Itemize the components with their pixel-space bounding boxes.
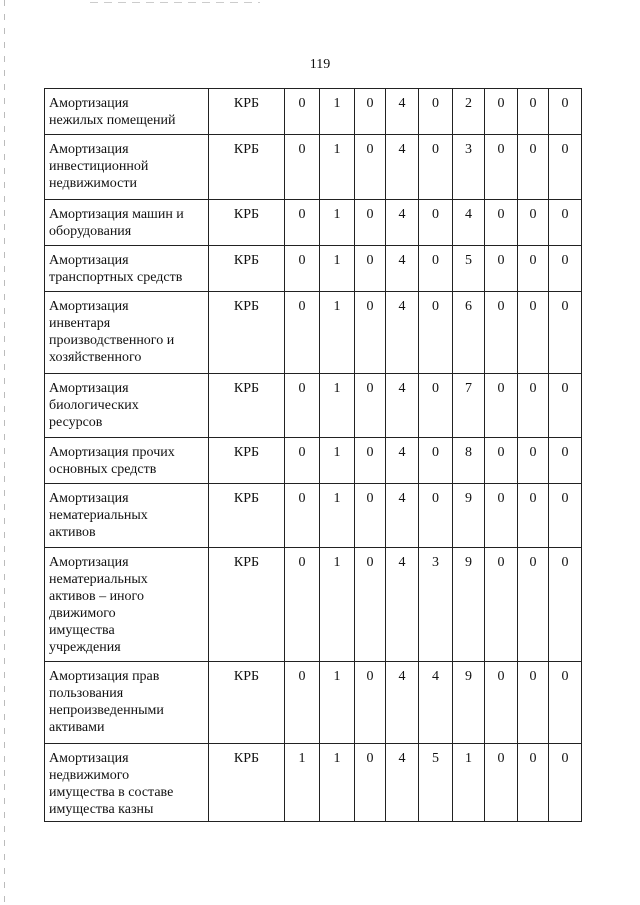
code-digit-cell: 0 [285, 292, 320, 374]
table-row [45, 374, 582, 438]
account-name-line: нематериальных [49, 508, 148, 523]
code-digit-cell: 1 [285, 744, 320, 822]
code-digit-cell: 0 [518, 744, 549, 822]
account-name-line: ресурсов [49, 415, 103, 430]
code-digit-cell: 4 [419, 662, 453, 744]
account-name-line: Амортизация [49, 381, 129, 396]
account-name-line: транспортных средств [49, 270, 183, 285]
code-digit-cell: 0 [518, 200, 549, 246]
source-code-cell: КРБ [209, 438, 285, 484]
account-name-line: Амортизация прочих [49, 445, 175, 460]
code-digit-cell: 1 [320, 484, 355, 548]
code-digit-cell: 4 [386, 200, 419, 246]
code-digit-cell: 1 [320, 246, 355, 292]
account-name-line: активов – иного [49, 589, 144, 604]
code-digit-cell: 0 [419, 438, 453, 484]
code-digit-cell: 0 [518, 484, 549, 548]
code-digit-cell: 4 [386, 246, 419, 292]
code-digit-cell: 0 [355, 548, 386, 662]
account-name-line: оборудования [49, 224, 132, 239]
code-digit-cell: 1 [320, 374, 355, 438]
code-digit-cell: 0 [419, 89, 453, 135]
code-digit-cell: 0 [485, 200, 518, 246]
account-name-line: пользования [49, 686, 124, 701]
code-digit-cell: 1 [320, 135, 355, 200]
account-name-cell [45, 744, 209, 822]
code-digit-cell: 0 [355, 438, 386, 484]
code-digit-cell: 0 [485, 438, 518, 484]
code-digit-cell: 0 [485, 744, 518, 822]
account-name-cell [45, 484, 209, 548]
source-code-cell: КРБ [209, 548, 285, 662]
account-name-line: имущества в составе [49, 785, 174, 800]
scan-edge-line [4, 0, 5, 905]
code-digit-cell: 0 [485, 662, 518, 744]
code-digit-cell: 6 [453, 292, 485, 374]
code-digit-cell: 0 [285, 246, 320, 292]
account-name-cell [45, 200, 209, 246]
code-digit-cell: 0 [419, 135, 453, 200]
code-digit-cell: 0 [485, 374, 518, 438]
account-name-line: имущества казны [49, 802, 154, 817]
code-digit-cell: 1 [320, 292, 355, 374]
code-digit-cell: 0 [518, 374, 549, 438]
code-digit-cell: 4 [386, 438, 419, 484]
code-digit-cell: 0 [549, 135, 582, 200]
code-digit-cell: 0 [485, 292, 518, 374]
code-digit-cell: 5 [419, 744, 453, 822]
table-row [45, 548, 582, 662]
code-digit-cell: 0 [285, 662, 320, 744]
source-code-cell: КРБ [209, 200, 285, 246]
table-row [45, 662, 582, 744]
source-code-cell: КРБ [209, 292, 285, 374]
table-body [45, 89, 582, 822]
code-digit-cell: 4 [386, 374, 419, 438]
code-digit-cell: 0 [419, 292, 453, 374]
code-digit-cell: 9 [453, 548, 485, 662]
code-digit-cell: 0 [355, 200, 386, 246]
account-name-line: Амортизация [49, 555, 129, 570]
page-number: 119 [309, 57, 331, 72]
account-name-line: активов [49, 525, 96, 540]
source-code-cell: КРБ [209, 89, 285, 135]
account-name-line: недвижимости [49, 176, 137, 191]
table-row [45, 744, 582, 822]
code-digit-cell: 0 [549, 374, 582, 438]
code-digit-cell: 1 [320, 744, 355, 822]
code-digit-cell: 0 [485, 135, 518, 200]
code-digit-cell: 4 [386, 744, 419, 822]
source-code-cell: КРБ [209, 135, 285, 200]
account-name-line: хозяйственного [49, 350, 142, 365]
code-digit-cell: 0 [419, 246, 453, 292]
table-row [45, 484, 582, 548]
code-digit-cell: 4 [386, 548, 419, 662]
account-name-line: недвижимого [49, 768, 130, 783]
account-name-line: основных средств [49, 462, 157, 477]
code-digit-cell: 0 [285, 200, 320, 246]
code-digit-cell: 0 [518, 662, 549, 744]
code-digit-cell: 1 [320, 548, 355, 662]
code-digit-cell: 0 [285, 548, 320, 662]
code-digit-cell: 0 [549, 89, 582, 135]
account-name-cell [45, 135, 209, 200]
code-digit-cell: 0 [485, 484, 518, 548]
code-digit-cell: 1 [320, 200, 355, 246]
code-digit-cell: 0 [419, 200, 453, 246]
code-digit-cell: 0 [518, 548, 549, 662]
account-name-line: активами [49, 720, 105, 735]
account-name-line: Амортизация [49, 253, 129, 268]
code-digit-cell: 0 [355, 744, 386, 822]
code-digit-cell: 1 [320, 662, 355, 744]
account-name-line: Амортизация [49, 96, 129, 111]
code-digit-cell: 4 [386, 292, 419, 374]
code-digit-cell: 9 [453, 484, 485, 548]
code-digit-cell: 0 [485, 548, 518, 662]
account-name-line: Амортизация прав [49, 669, 160, 684]
code-digit-cell: 0 [549, 246, 582, 292]
source-code-cell: КРБ [209, 744, 285, 822]
code-digit-cell: 0 [549, 438, 582, 484]
code-digit-cell: 0 [549, 744, 582, 822]
code-digit-cell: 0 [419, 484, 453, 548]
source-code-cell: КРБ [209, 662, 285, 744]
code-digit-cell: 4 [386, 89, 419, 135]
code-digit-cell: 4 [453, 200, 485, 246]
code-digit-cell: 3 [419, 548, 453, 662]
code-digit-cell: 1 [320, 89, 355, 135]
code-digit-cell: 0 [518, 246, 549, 292]
account-name-line: Амортизация [49, 491, 129, 506]
source-code-cell: КРБ [209, 246, 285, 292]
code-digit-cell: 0 [549, 200, 582, 246]
code-digit-cell: 0 [355, 662, 386, 744]
code-digit-cell: 1 [320, 438, 355, 484]
code-digit-cell: 0 [485, 246, 518, 292]
code-digit-cell: 0 [355, 135, 386, 200]
account-name-cell [45, 374, 209, 438]
table-row [45, 200, 582, 246]
account-name-line: Амортизация [49, 142, 129, 157]
code-digit-cell: 0 [485, 89, 518, 135]
code-digit-cell: 1 [453, 744, 485, 822]
source-code-cell: КРБ [209, 374, 285, 438]
table-row [45, 438, 582, 484]
code-digit-cell: 4 [386, 662, 419, 744]
code-digit-cell: 0 [285, 438, 320, 484]
account-name-cell [45, 89, 209, 135]
table-row [45, 135, 582, 200]
account-name-line: движимого [49, 606, 116, 621]
code-digit-cell: 0 [355, 374, 386, 438]
account-name-cell [45, 292, 209, 374]
account-name-line: Амортизация [49, 751, 129, 766]
code-digit-cell: 0 [518, 135, 549, 200]
code-digit-cell: 7 [453, 374, 485, 438]
code-digit-cell: 0 [285, 135, 320, 200]
code-digit-cell: 0 [285, 89, 320, 135]
scan-top-line [90, 2, 260, 3]
account-name-line: учреждения [49, 640, 121, 655]
account-name-line: Амортизация машин и [49, 207, 184, 222]
code-digit-cell: 0 [549, 292, 582, 374]
code-digit-cell: 0 [355, 484, 386, 548]
source-code-cell: КРБ [209, 484, 285, 548]
code-digit-cell: 8 [453, 438, 485, 484]
code-digit-cell: 0 [355, 89, 386, 135]
code-digit-cell: 0 [549, 548, 582, 662]
table-row [45, 246, 582, 292]
account-name-line: инвестиционной [49, 159, 149, 174]
code-digit-cell: 0 [549, 662, 582, 744]
code-digit-cell: 0 [285, 374, 320, 438]
code-digit-cell: 0 [518, 292, 549, 374]
account-name-line: инвентаря [49, 316, 111, 331]
account-name-line: имущества [49, 623, 115, 638]
code-digit-cell: 0 [518, 89, 549, 135]
account-name-line: нежилых помещений [49, 113, 176, 128]
code-digit-cell: 9 [453, 662, 485, 744]
account-name-line: Амортизация [49, 299, 129, 314]
code-digit-cell: 0 [518, 438, 549, 484]
code-digit-cell: 4 [386, 135, 419, 200]
code-digit-cell: 0 [549, 484, 582, 548]
code-digit-cell: 3 [453, 135, 485, 200]
accounts-table [44, 88, 582, 822]
code-digit-cell: 0 [355, 292, 386, 374]
table-row [45, 292, 582, 374]
code-digit-cell: 0 [419, 374, 453, 438]
code-digit-cell: 5 [453, 246, 485, 292]
account-name-cell [45, 548, 209, 662]
code-digit-cell: 4 [386, 484, 419, 548]
account-name-cell [45, 246, 209, 292]
account-name-cell [45, 438, 209, 484]
table-row [45, 89, 582, 135]
account-name-line: производственного и [49, 333, 175, 348]
account-name-cell [45, 662, 209, 744]
code-digit-cell: 2 [453, 89, 485, 135]
account-name-line: непроизведенными [49, 703, 164, 718]
account-name-line: биологических [49, 398, 139, 413]
code-digit-cell: 0 [355, 246, 386, 292]
account-name-line: нематериальных [49, 572, 148, 587]
code-digit-cell: 0 [285, 484, 320, 548]
